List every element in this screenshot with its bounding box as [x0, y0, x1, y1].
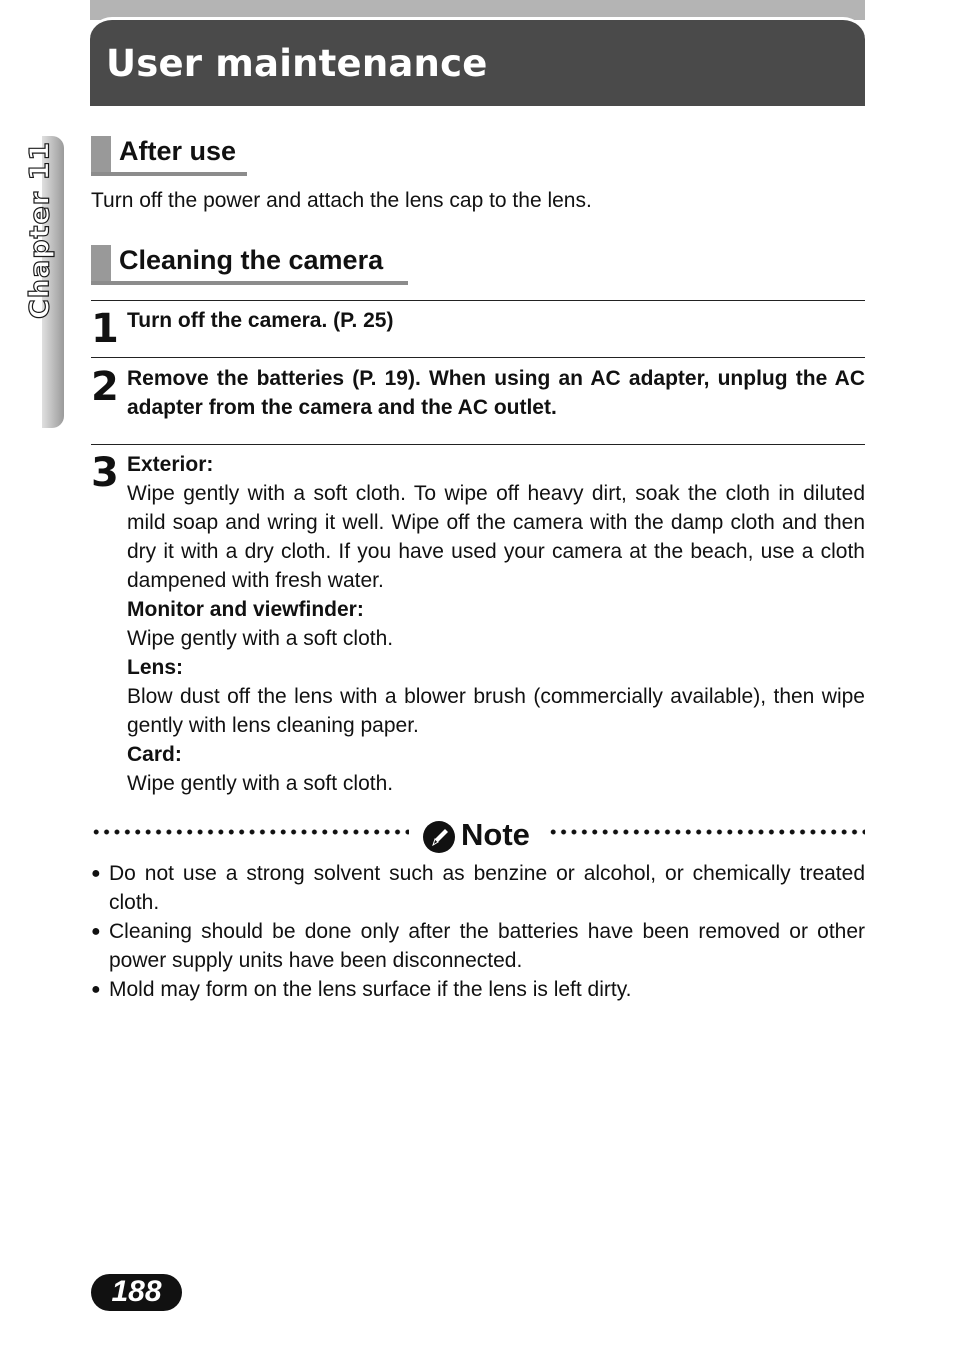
section-heading-bar	[91, 136, 111, 176]
step-number: 3	[91, 450, 119, 496]
section-heading-underline	[91, 172, 247, 176]
divider	[91, 300, 865, 301]
bullet-dot: ●	[91, 981, 101, 998]
item-label-lens: Lens:	[127, 656, 184, 679]
section-heading-label: Cleaning the camera	[119, 245, 384, 275]
divider	[91, 357, 865, 358]
note-label: Note	[461, 817, 530, 852]
note-bullet-text: Cleaning should be done only after the batteries have been removed or other power supply units have been disconnected.	[109, 920, 865, 972]
divider	[91, 444, 865, 445]
after-use-text: Turn off the power and attach the lens cap to the lens.	[91, 189, 592, 212]
item-label-exterior: Exterior:	[127, 453, 214, 476]
note-bullet-text: Mold may form on the lens surface if the lens is left dirty.	[109, 978, 632, 1001]
item-text-exterior: Wipe gently with a soft cloth. To wipe off heavy dirt, soak the cloth in diluted mild soap and wring it well. Wipe off the camera with the damp cloth and then dry it with a dry cloth. If you have used your camera at the beach, use a cloth dampened with fresh water.	[127, 482, 865, 592]
title-bar	[90, 17, 865, 106]
note-bullet	[91, 859, 865, 917]
section-heading-label: After use	[119, 136, 237, 166]
item-text-monitor: Wipe gently with a soft cloth.	[127, 627, 394, 650]
note-bullet	[91, 975, 865, 1004]
page-number-badge	[91, 1274, 182, 1311]
step-1-text: Turn off the camera. (P. 25)	[127, 309, 394, 332]
page-number: 188	[111, 1275, 162, 1308]
pencil-icon	[423, 821, 455, 853]
item-label-card: Card:	[127, 743, 182, 766]
step-2-text: Remove the batteries (P. 19). When using an AC adapter, unplug the AC adapter from the camera and the AC outlet.	[127, 367, 865, 419]
section-heading-underline	[91, 281, 408, 285]
step-number: 1	[91, 306, 119, 352]
note-dots-left	[91, 826, 409, 838]
page-title: User maintenance	[106, 42, 488, 85]
section-heading-bar	[91, 245, 111, 285]
item-label-monitor: Monitor and viewfinder:	[127, 598, 364, 621]
note-bullet-text: Do not use a strong solvent such as benzine or alcohol, or chemically treated cloth.	[109, 862, 865, 914]
bullet-dot: ●	[91, 865, 101, 882]
step-number: 2	[91, 364, 119, 410]
step-3-content	[127, 450, 865, 798]
note-bullet	[91, 917, 865, 975]
note-dots-right	[548, 826, 865, 838]
bullet-dot: ●	[91, 923, 101, 940]
chapter-label: Chapter 11	[24, 140, 56, 320]
item-text-card: Wipe gently with a soft cloth.	[127, 772, 394, 795]
item-text-lens: Blow dust off the lens with a blower brush (commercially available), then wipe gently with lens cleaning paper.	[127, 685, 865, 737]
